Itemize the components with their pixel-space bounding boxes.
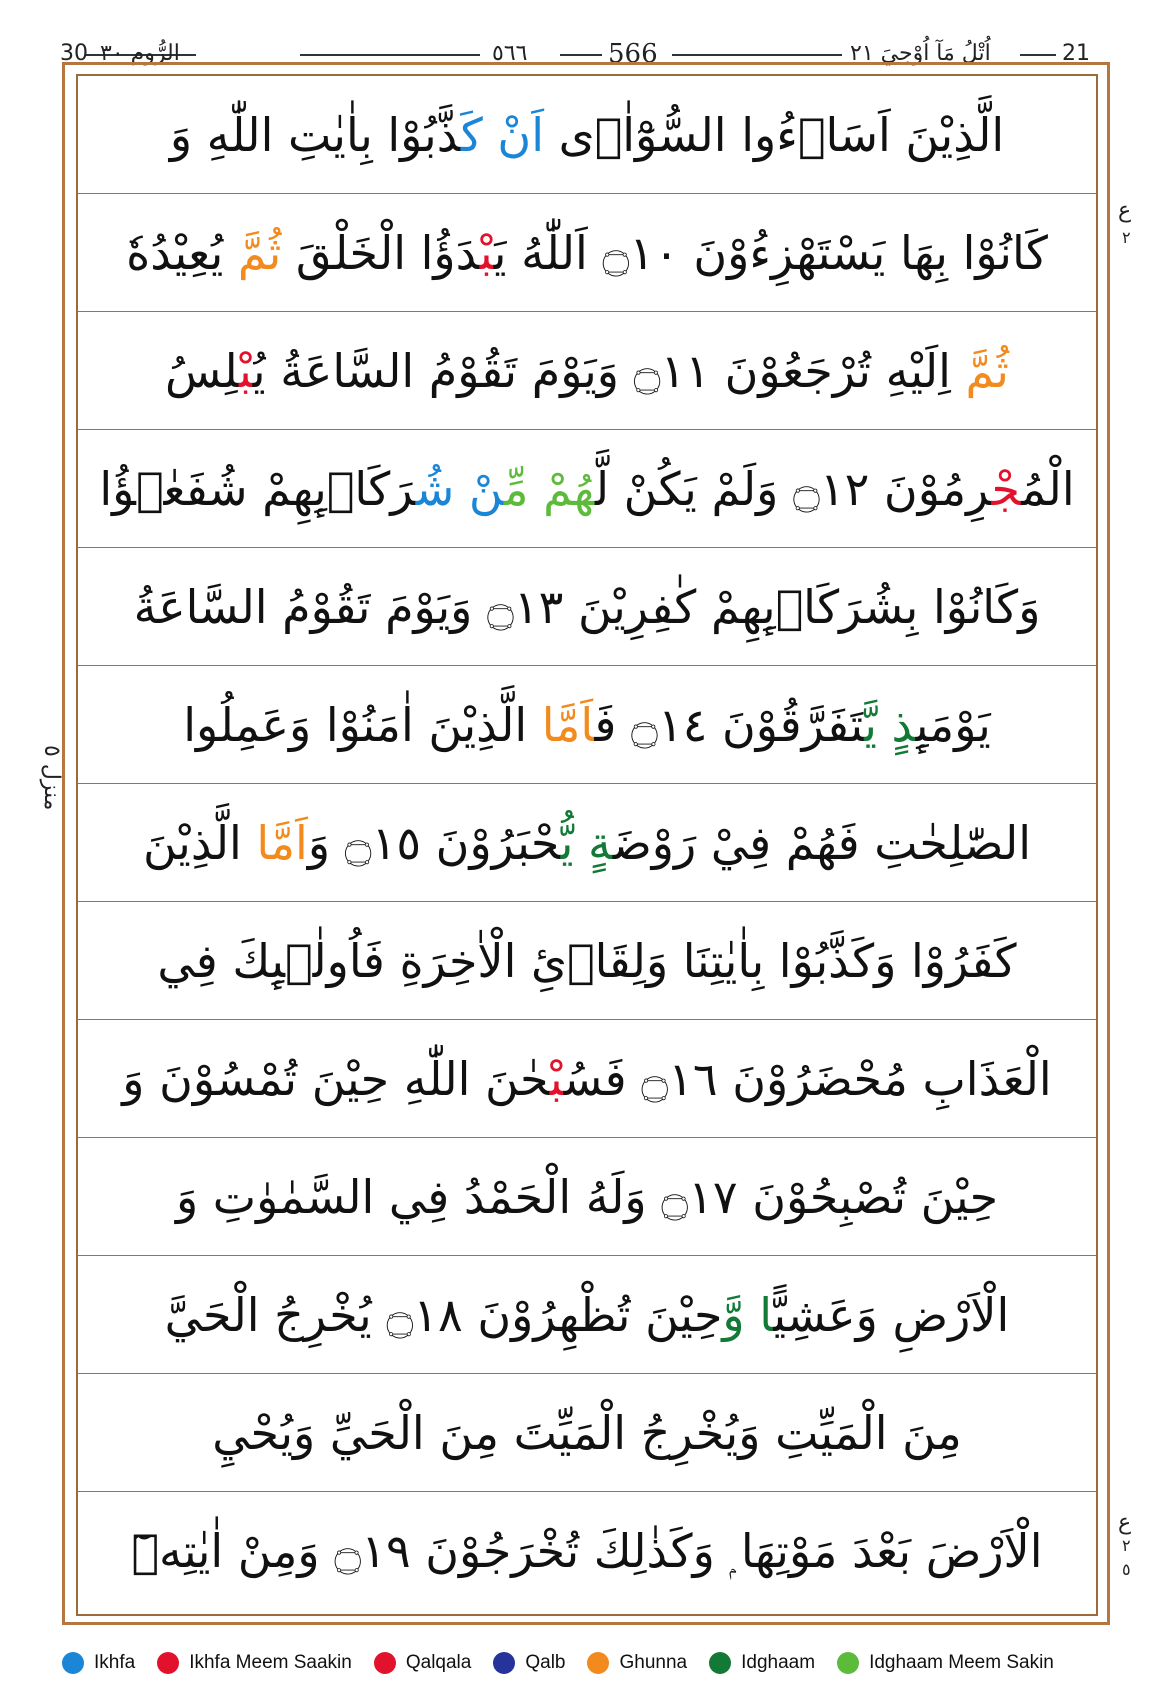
- header-left-number: 30: [60, 41, 88, 66]
- text-segment: اِلَيْهِ تُرْجَعُوْنَ ۝١١ وَيَوْمَ تَقُوْمُ السَّاعَةُ يُ: [252, 344, 966, 398]
- legend-label: Qalqala: [405, 1652, 472, 1673]
- legend-item: [157, 1652, 352, 1674]
- tajweed-ghunna-segment: ثُمَّ: [237, 226, 282, 280]
- tajweed-qalqala-segment: جْ: [991, 462, 1022, 516]
- tajweed-ikhfa-segment: نْ ش: [415, 462, 504, 516]
- text-segment: الْمُ: [1021, 462, 1075, 516]
- quran-line: [78, 1138, 1096, 1256]
- header-rule: [672, 54, 842, 56]
- legend-color-dot: [837, 1652, 859, 1674]
- tajweed-qalqala-segment: بْ: [238, 344, 253, 398]
- header-surah-name: الرُّوم ٣٠: [100, 41, 180, 66]
- quran-line: [78, 76, 1096, 194]
- text-segment: الْاَرْضِ وَعَشِيًّ: [773, 1288, 1010, 1342]
- text-segment: الصّٰلِحٰتِ فَهُمْ فِيْ رَوْضَ: [612, 816, 1031, 870]
- quran-line: [78, 666, 1096, 784]
- header-rule: [1020, 54, 1056, 56]
- text-segment: الَّذِيْنَ: [143, 816, 257, 870]
- header-juz-number: 21: [1062, 41, 1090, 66]
- ruku-mark-top-number: ٢: [1122, 228, 1131, 247]
- header-page-number: 566: [608, 39, 658, 69]
- quran-text-area: [76, 74, 1098, 1616]
- legend-item: [62, 1652, 135, 1674]
- tajweed-ghunna-segment: اَمَّا: [256, 816, 308, 870]
- header-urdu-page-number: ٥٦٦: [492, 41, 528, 66]
- legend-label: Ghunna: [619, 1652, 688, 1673]
- legend-label: Qalb: [525, 1652, 566, 1673]
- quran-line: [78, 1374, 1096, 1492]
- ruku-mark-bottom-number: ٢: [1122, 1536, 1131, 1555]
- tajweed-ghunna-segment: اَمَّا: [541, 698, 595, 752]
- text-segment: حْبَرُوْنَ ۝١٥ وَ: [307, 816, 561, 870]
- legend-item: [837, 1652, 1054, 1674]
- text-segment: الْاَرْضَ بَعْدَ مَوْتِهَا ۭ وَكَذٰلِكَ تُخْرَجُوْنَ ۝١٩ وَمِنْ اٰيٰتِهٖٓ: [131, 1524, 1043, 1578]
- text-segment: وَكَانُوْا بِشُرَكَاۗىِٕهِمْ كٰفِرِيْنَ ۝١٣ وَيَوْمَ تَقُوْمُ السَّاعَةُ: [133, 580, 1041, 634]
- header-rule: [300, 54, 480, 56]
- tajweed-ghunna-segment: ثُمَّ: [965, 344, 1009, 398]
- manzil-marker: منزل ٥: [39, 745, 64, 811]
- tajweed-qalqala-segment: بْ: [549, 1052, 564, 1106]
- legend-label: Ikhfa Meem Saakin: [189, 1652, 352, 1673]
- legend-label: Ikhfa: [94, 1652, 136, 1673]
- legend-label: Idghaam Meem Sakin: [869, 1652, 1054, 1673]
- text-segment: رِمُوْنَ ۝١٢ وَلَمْ يَكُنْ لَّ: [594, 462, 992, 516]
- text-segment: كَفَرُوْا وَكَذَّبُوْا بِاٰيٰتِنَا وَلِقَاۗئِ الْاٰخِرَةِ فَاُولٰۗىِٕكَ فِي: [157, 934, 1017, 988]
- text-segment: الَّذِيْنَ اٰمَنُوْا وَعَمِلُوا: [183, 698, 542, 752]
- text-segment: حِيْنَ تُظْهِرُوْنَ ۝١٨ يُخْرِجُ الْحَيَّ: [164, 1288, 723, 1342]
- tajweed-legend: [62, 1648, 1122, 1678]
- quran-line: [78, 902, 1096, 1020]
- tajweed-idghaam-segment: ا وَّ: [722, 1288, 774, 1342]
- text-segment: دَؤُا الْخَلْقَ: [281, 226, 480, 280]
- header-juz-name: اُتْلُ مَآ اُوْحِيَ ٢١: [850, 41, 991, 66]
- tajweed-ikhfa-segment: اَنْ كَ: [460, 108, 544, 162]
- legend-color-dot: [62, 1652, 84, 1674]
- tajweed-qalqala-segment: بْ: [479, 226, 494, 280]
- text-segment: يَوْمَىِٕ: [915, 698, 991, 752]
- quran-line: [78, 312, 1096, 430]
- ruku-mark-bottom-sub: ٥: [1122, 1560, 1131, 1579]
- legend-item: [493, 1652, 565, 1674]
- text-segment: كَانُوْا بِهَا يَسْتَهْزِءُوْنَ ۝١٠ اَللّٰهُ يَ: [493, 226, 1048, 280]
- legend-item: [374, 1652, 472, 1674]
- quran-line: [78, 1020, 1096, 1138]
- text-segment: ذَّبُوْا بِاٰيٰتِ اللّٰهِ وَ: [169, 108, 461, 162]
- legend-label: Idghaam: [741, 1652, 816, 1673]
- legend-color-dot: [709, 1652, 731, 1674]
- quran-line: [78, 1492, 1096, 1610]
- tajweed-idghaam-segment: ذٍ يَّ: [864, 698, 916, 752]
- text-segment: ُرَكَاۗىِٕهِمْ شُفَعٰۗؤُا: [99, 462, 416, 516]
- text-segment: تَفَرَّقُوْنَ ۝١٤ فَ: [594, 698, 865, 752]
- text-segment: حِيْنَ تُصْبِحُوْنَ ۝١٧ وَلَهُ الْحَمْدُ فِي السَّمٰوٰتِ وَ: [175, 1170, 999, 1224]
- legend-color-dot: [157, 1652, 179, 1674]
- quran-line: [78, 548, 1096, 666]
- tajweed-idghaam-segment: ةٍ يُّ: [560, 816, 613, 870]
- legend-item: [587, 1652, 687, 1674]
- quran-line: [78, 784, 1096, 902]
- quran-line: [78, 430, 1096, 548]
- quran-line: [78, 1256, 1096, 1374]
- text-segment: لِسُ: [165, 344, 239, 398]
- quran-line: [78, 194, 1096, 312]
- text-segment: الْعَذَابِ مُحْضَرُوْنَ ۝١٦ فَسُ: [563, 1052, 1052, 1106]
- text-segment: الَّذِيْنَ اَسَاۗءُوا السُّوْٓاٰۗى: [543, 108, 1005, 162]
- ruku-mark-top: ع: [1118, 198, 1132, 223]
- tajweed-idghaam-meem-segment: هُمْ مِّ: [503, 462, 595, 516]
- text-segment: مِنَ الْمَيِّتِ وَيُخْرِجُ الْمَيِّتَ مِنَ الْحَيِّ وَيُحْيِ: [212, 1406, 962, 1460]
- text-segment: حٰنَ اللّٰهِ حِيْنَ تُمْسُوْنَ وَ: [122, 1052, 550, 1106]
- legend-item: [709, 1652, 815, 1674]
- text-segment: يُعِيْدُهٗ: [126, 226, 238, 280]
- ruku-mark-bottom: ع: [1118, 1510, 1132, 1535]
- legend-color-dot: [587, 1652, 609, 1674]
- header-rule: [560, 54, 602, 56]
- legend-color-dot: [374, 1652, 396, 1674]
- legend-color-dot: [493, 1652, 515, 1674]
